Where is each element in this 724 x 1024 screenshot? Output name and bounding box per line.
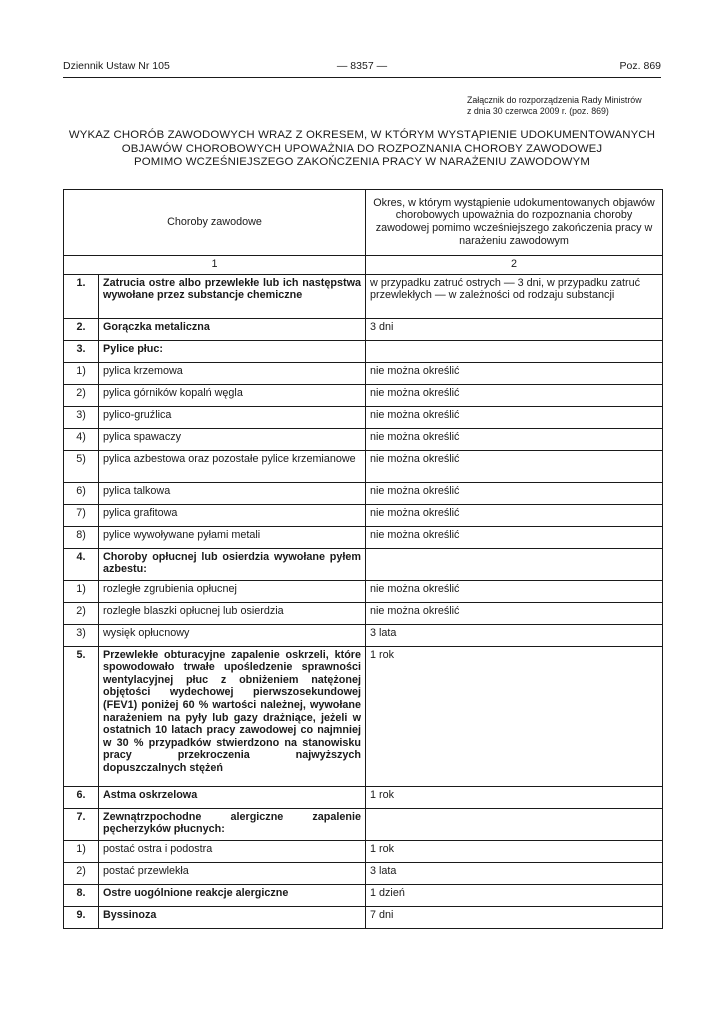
period-value: nie można określić bbox=[366, 580, 663, 602]
disease-name: Ostre uogólnione reakcje alergiczne bbox=[99, 884, 366, 906]
column-number-2: 2 bbox=[366, 256, 663, 275]
annex-line-2: z dnia 30 czerwca 2009 r. (poz. 869) bbox=[467, 106, 609, 116]
table-row bbox=[64, 362, 663, 384]
row-number: 4. bbox=[64, 548, 99, 580]
period-value: nie można określić bbox=[366, 526, 663, 548]
row-number: 3) bbox=[64, 406, 99, 428]
disease-name: rozległe zgrubienia opłucnej bbox=[99, 580, 366, 602]
document-title bbox=[40, 129, 684, 170]
row-number: 2. bbox=[64, 318, 99, 340]
column-header-diseases: Choroby zawodowe bbox=[64, 190, 366, 256]
header-divider bbox=[63, 77, 661, 78]
period-value: nie można określić bbox=[366, 482, 663, 504]
diseases-table bbox=[63, 189, 663, 929]
table-row bbox=[64, 840, 663, 862]
row-number: 2) bbox=[64, 862, 99, 884]
position-number: Poz. 869 bbox=[619, 60, 661, 72]
period-value: 1 rok bbox=[366, 840, 663, 862]
disease-name: pylica górników kopalń węgla bbox=[99, 384, 366, 406]
row-number: 8) bbox=[64, 526, 99, 548]
table-row bbox=[64, 504, 663, 526]
period-value: nie można określić bbox=[366, 428, 663, 450]
table-row bbox=[64, 646, 663, 786]
disease-name: Byssinoza bbox=[99, 906, 366, 928]
row-number: 7. bbox=[64, 808, 99, 840]
period-value: 1 rok bbox=[366, 786, 663, 808]
annex-note bbox=[467, 95, 642, 117]
table-row bbox=[64, 602, 663, 624]
period-value: nie można określić bbox=[366, 406, 663, 428]
disease-name: postać przewlekła bbox=[99, 862, 366, 884]
period-value: 1 dzień bbox=[366, 884, 663, 906]
table-header-row bbox=[64, 190, 663, 256]
table-row bbox=[64, 862, 663, 884]
column-header-period: Okres, w którym wystąpienie udokumentowanych objawów chorobowych upoważnia do rozpoznania choroby zawodowej pomimo wcześniejszego zakończenia pracy w narażeniu zawodowym bbox=[366, 190, 663, 256]
disease-name: Zewnątrzpochodne alergiczne zapalenie pęcherzyków płucnych: bbox=[99, 808, 366, 840]
row-number: 7) bbox=[64, 504, 99, 526]
period-value bbox=[366, 808, 663, 840]
table-row bbox=[64, 786, 663, 808]
period-value: nie można określić bbox=[366, 384, 663, 406]
table-row bbox=[64, 624, 663, 646]
disease-name: Choroby opłucnej lub osierdzia wywołane pyłem azbestu: bbox=[99, 548, 366, 580]
column-number-1: 1 bbox=[64, 256, 366, 275]
row-number: 1) bbox=[64, 362, 99, 384]
row-number: 3. bbox=[64, 340, 99, 362]
table-row bbox=[64, 384, 663, 406]
table-row bbox=[64, 906, 663, 928]
row-number: 9. bbox=[64, 906, 99, 928]
disease-name: pylica krzemowa bbox=[99, 362, 366, 384]
period-value: 1 rok bbox=[366, 646, 663, 786]
page-number: — 8357 — bbox=[336, 60, 388, 72]
disease-name: Astma oskrzelowa bbox=[99, 786, 366, 808]
table-row bbox=[64, 406, 663, 428]
disease-name: postać ostra i podostra bbox=[99, 840, 366, 862]
title-line-1: WYKAZ CHORÓB ZAWODOWYCH WRAZ Z OKRESEM, W KTÓRYM WYSTĄPIENIE UDOKUMENTOWANYCH bbox=[68, 129, 656, 141]
period-value: w przypadku zatruć ostrych — 3 dni, w przypadku zatruć przewlekłych — w zależności od rodzaju substancji bbox=[366, 274, 663, 318]
row-number: 1) bbox=[64, 840, 99, 862]
table-row bbox=[64, 450, 663, 482]
period-value: 3 lata bbox=[366, 862, 663, 884]
period-value bbox=[366, 548, 663, 580]
period-value: nie można określić bbox=[366, 504, 663, 526]
row-number: 6. bbox=[64, 786, 99, 808]
row-number: 1. bbox=[64, 274, 99, 318]
period-value: nie można określić bbox=[366, 450, 663, 482]
disease-name: pylica spawaczy bbox=[99, 428, 366, 450]
row-number: 5. bbox=[64, 646, 99, 786]
row-number: 1) bbox=[64, 580, 99, 602]
table-row bbox=[64, 580, 663, 602]
disease-name: pylica talkowa bbox=[99, 482, 366, 504]
disease-name: Przewlekłe obturacyjne zapalenie oskrzeli, które spowodowało trwałe upośledzenie sprawności wentylacyjnej płuc z obniżeniem natężonej objętości wydechowej pierwszosekundowej (FEV1) poniżej 60 % wartości należnej, wywołane narażeniem na pyły lub gazy drażniące, jeżeli w ostatnich 10 latach pracy zawodowej co najmniej w 30 % przypadków stwierdzono na stanowisku pracy przekroczenia najwyższych dopuszczalnych stężeń bbox=[99, 646, 366, 786]
disease-name: pylice wywoływane pyłami metali bbox=[99, 526, 366, 548]
table-row bbox=[64, 808, 663, 840]
period-value: 3 dni bbox=[366, 318, 663, 340]
table-row bbox=[64, 526, 663, 548]
table-row bbox=[64, 274, 663, 318]
disease-name: Gorączka metaliczna bbox=[99, 318, 366, 340]
title-line-3: POMIMO WCZEŚNIEJSZEGO ZAKOŃCZENIA PRACY W NARAŻENIU ZAWODOWYM bbox=[134, 156, 590, 168]
row-number: 8. bbox=[64, 884, 99, 906]
period-value bbox=[366, 340, 663, 362]
table-row bbox=[64, 548, 663, 580]
table-row bbox=[64, 884, 663, 906]
period-value: nie można określić bbox=[366, 362, 663, 384]
column-number-row bbox=[64, 256, 663, 275]
annex-line-1: Załącznik do rozporządzenia Rady Ministrów bbox=[467, 95, 642, 105]
disease-name: rozległe blaszki opłucnej lub osierdzia bbox=[99, 602, 366, 624]
row-number: 2) bbox=[64, 384, 99, 406]
disease-name: Zatrucia ostre albo przewlekłe lub ich następstwa wywołane przez substancje chemiczne bbox=[99, 274, 366, 318]
period-value: 7 dni bbox=[366, 906, 663, 928]
table-row bbox=[64, 318, 663, 340]
row-number: 6) bbox=[64, 482, 99, 504]
table-row bbox=[64, 340, 663, 362]
disease-name: pylica grafitowa bbox=[99, 504, 366, 526]
row-number: 3) bbox=[64, 624, 99, 646]
disease-name: wysięk opłucnowy bbox=[99, 624, 366, 646]
journal-name: Dziennik Ustaw Nr 105 bbox=[63, 60, 170, 72]
disease-name: Pylice płuc: bbox=[99, 340, 366, 362]
table-row bbox=[64, 482, 663, 504]
row-number: 2) bbox=[64, 602, 99, 624]
period-value: nie można określić bbox=[366, 602, 663, 624]
disease-name: pylico-gruźlica bbox=[99, 406, 366, 428]
disease-name: pylica azbestowa oraz pozostałe pylice krzemianowe bbox=[99, 450, 366, 482]
row-number: 5) bbox=[64, 450, 99, 482]
title-line-2: OBJAWÓW CHOROBOWYCH UPOWAŻNIA DO ROZPOZNANIA CHOROBY ZAWODOWEJ bbox=[121, 142, 603, 155]
table-row bbox=[64, 428, 663, 450]
row-number: 4) bbox=[64, 428, 99, 450]
period-value: 3 lata bbox=[366, 624, 663, 646]
